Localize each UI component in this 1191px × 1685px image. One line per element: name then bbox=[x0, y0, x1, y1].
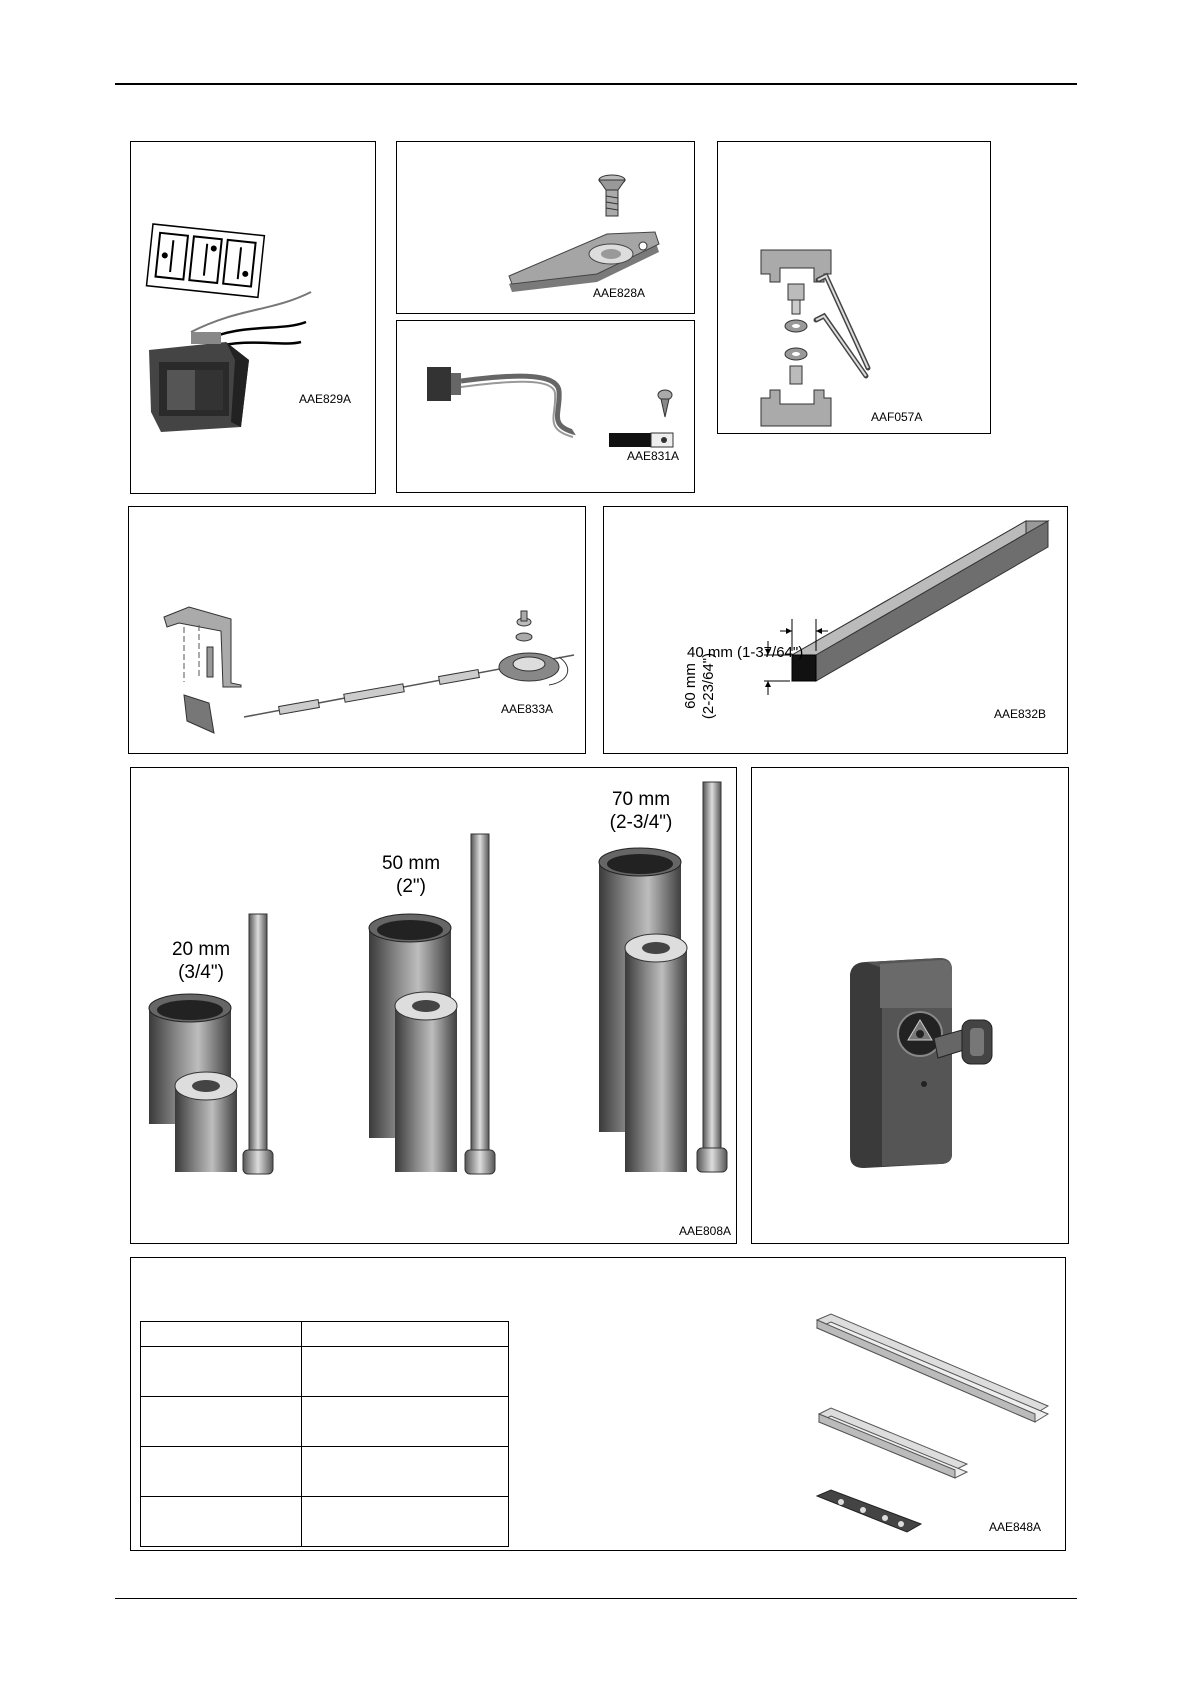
table-cell bbox=[302, 1322, 509, 1347]
figure-code: AAE829A bbox=[299, 392, 352, 406]
height-dimension-label bbox=[682, 641, 718, 731]
table-cell bbox=[141, 1497, 302, 1547]
figure-code: AAE833A bbox=[501, 702, 554, 716]
spacer-20mm-size: 20 mm bbox=[171, 939, 231, 960]
width-dimension-label: 40 mm (1-37/64") bbox=[687, 644, 804, 661]
table-row bbox=[141, 1347, 509, 1397]
plate-illustration bbox=[397, 142, 696, 315]
figure-plate-panel bbox=[396, 141, 695, 314]
spacer-70mm-inch: (2-3/4") bbox=[609, 812, 673, 833]
spacer-20mm-label bbox=[151, 938, 251, 984]
header-rule bbox=[115, 83, 1077, 85]
figure-code: AAE831A bbox=[627, 449, 680, 463]
spacer-20mm-nut bbox=[175, 1072, 237, 1172]
height-dimension-line1: 60 mm bbox=[682, 663, 699, 709]
cable-illustration bbox=[129, 507, 587, 755]
figure-lock-panel bbox=[751, 767, 1069, 1244]
clamp-illustration bbox=[718, 142, 992, 435]
spacer-50mm-label bbox=[361, 852, 461, 898]
self-tapping-screw bbox=[658, 390, 672, 417]
table-cell bbox=[302, 1347, 509, 1397]
spacer-70mm-label bbox=[591, 788, 691, 834]
spacer-50mm-size: 50 mm bbox=[381, 853, 441, 874]
spacer-70mm-size: 70 mm bbox=[611, 789, 671, 810]
table-cell bbox=[141, 1347, 302, 1397]
sensor-illustration bbox=[397, 321, 696, 494]
footer-rule bbox=[115, 1598, 1077, 1599]
table-cell bbox=[302, 1447, 509, 1497]
figure-switch-panel bbox=[130, 141, 376, 494]
spacer-50mm-inch: (2") bbox=[396, 876, 426, 897]
switch-illustration bbox=[131, 142, 377, 495]
figure-code: AAF057A bbox=[871, 410, 923, 424]
table-cell bbox=[302, 1497, 509, 1547]
figure-code: AAE832B bbox=[994, 707, 1047, 721]
spec-table bbox=[140, 1321, 509, 1547]
figure-sensor-panel bbox=[396, 320, 695, 493]
figure-tube-panel bbox=[603, 506, 1068, 754]
countersunk-screw bbox=[599, 175, 625, 216]
table-row bbox=[141, 1397, 509, 1447]
spacer-20mm-inch: (3/4") bbox=[178, 962, 224, 983]
table-row bbox=[141, 1447, 509, 1497]
lock-illustration bbox=[752, 768, 1070, 1245]
table-cell bbox=[141, 1447, 302, 1497]
spacer-50mm-nut bbox=[395, 992, 457, 1172]
table-cell bbox=[302, 1397, 509, 1447]
figure-code: AAE848A bbox=[989, 1520, 1042, 1534]
table-cell bbox=[141, 1397, 302, 1447]
long-rail bbox=[817, 1314, 1048, 1422]
table-row bbox=[141, 1497, 509, 1547]
figure-code: AAE828A bbox=[593, 286, 646, 300]
spacer-70mm-nut bbox=[625, 934, 687, 1172]
connector-plate bbox=[817, 1490, 921, 1532]
table-header-row bbox=[141, 1322, 509, 1347]
figure-code: AAE808A bbox=[679, 1224, 732, 1238]
spacers-illustration bbox=[131, 768, 738, 1245]
spacer-70mm-bolt bbox=[697, 782, 727, 1172]
spacer-50mm-bolt bbox=[465, 834, 495, 1174]
figure-clamp-panel bbox=[717, 141, 991, 434]
figure-cable-panel bbox=[128, 506, 586, 754]
switch-symbol-sticker bbox=[147, 224, 265, 297]
table-cell bbox=[141, 1322, 302, 1347]
figure-spacers-panel bbox=[130, 767, 737, 1244]
short-rail bbox=[819, 1408, 967, 1478]
height-dimension-line2: (2-23/64") bbox=[700, 652, 717, 720]
